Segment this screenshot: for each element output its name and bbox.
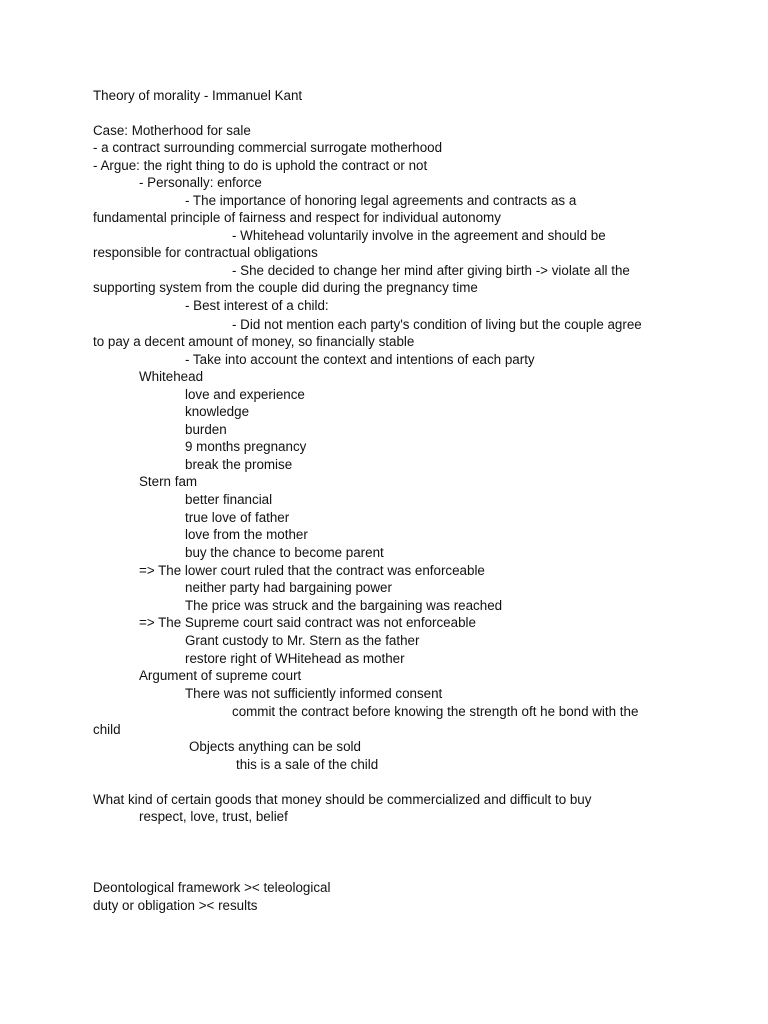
text-line: love and experience xyxy=(185,387,305,402)
text-line: 9 months pregnancy xyxy=(185,439,307,454)
text-line: There was not sufficiently informed consent xyxy=(185,686,443,701)
text-line: - Argue: the right thing to do is uphold the contract or not xyxy=(93,158,428,173)
text-line: this is a sale of the child xyxy=(236,757,379,772)
text-line: knowledge xyxy=(185,404,250,419)
text-line: The price was struck and the bargaining was reached xyxy=(185,598,503,613)
text-line: buy the chance to become parent xyxy=(185,545,384,560)
text-line: Deontological framework >< teleological xyxy=(93,880,331,895)
text-line: true love of father xyxy=(185,510,290,525)
text-line: - a contract surrounding commercial surrogate motherhood xyxy=(93,140,443,155)
text-line: child xyxy=(93,722,121,737)
text-line: Argument of supreme court xyxy=(139,668,302,683)
text-line: break the promise xyxy=(185,457,293,472)
text-line: love from the mother xyxy=(185,527,308,542)
text-line: supporting system from the couple did during the pregnancy time xyxy=(93,280,478,295)
text-line: Whitehead xyxy=(139,369,204,384)
text-line: responsible for contractual obligations xyxy=(93,245,318,260)
text-line: - Personally: enforce xyxy=(139,175,262,190)
text-line: What kind of certain goods that money should be commercialized and difficult to buy xyxy=(93,792,592,807)
text-line: restore right of WHitehead as mother xyxy=(185,651,405,666)
text-line: - She decided to change her mind after giving birth -> violate all the xyxy=(232,263,630,278)
text-line: Stern fam xyxy=(139,474,198,489)
text-line: Case: Motherhood for sale xyxy=(93,123,251,138)
text-line: Objects anything can be sold xyxy=(189,739,361,754)
text-line: to pay a decent amount of money, so financially stable xyxy=(93,334,415,349)
text-line: - Did not mention each party's condition of living but the couple agree xyxy=(232,317,642,332)
text-line: - The importance of honoring legal agreements and contracts as a xyxy=(185,193,577,208)
text-line: fundamental principle of fairness and respect for individual autonomy xyxy=(93,210,501,225)
text-line: - Best interest of a child: xyxy=(185,298,329,313)
text-line: => The Supreme court said contract was not enforceable xyxy=(139,615,476,630)
text-line: neither party had bargaining power xyxy=(185,580,392,595)
text-line: duty or obligation >< results xyxy=(93,898,258,913)
text-line: => The lower court ruled that the contract was enforceable xyxy=(139,563,485,578)
text-line: - Whitehead voluntarily involve in the agreement and should be xyxy=(232,228,606,243)
text-line: Grant custody to Mr. Stern as the father xyxy=(185,633,420,648)
text-line: commit the contract before knowing the strength oft he bond with the xyxy=(232,704,639,719)
document-title: Theory of morality - Immanuel Kant xyxy=(93,88,303,103)
text-line: burden xyxy=(185,422,227,437)
text-line: respect, love, trust, belief xyxy=(139,809,288,824)
text-line: better financial xyxy=(185,492,273,507)
text-line: - Take into account the context and intentions of each party xyxy=(185,352,535,367)
